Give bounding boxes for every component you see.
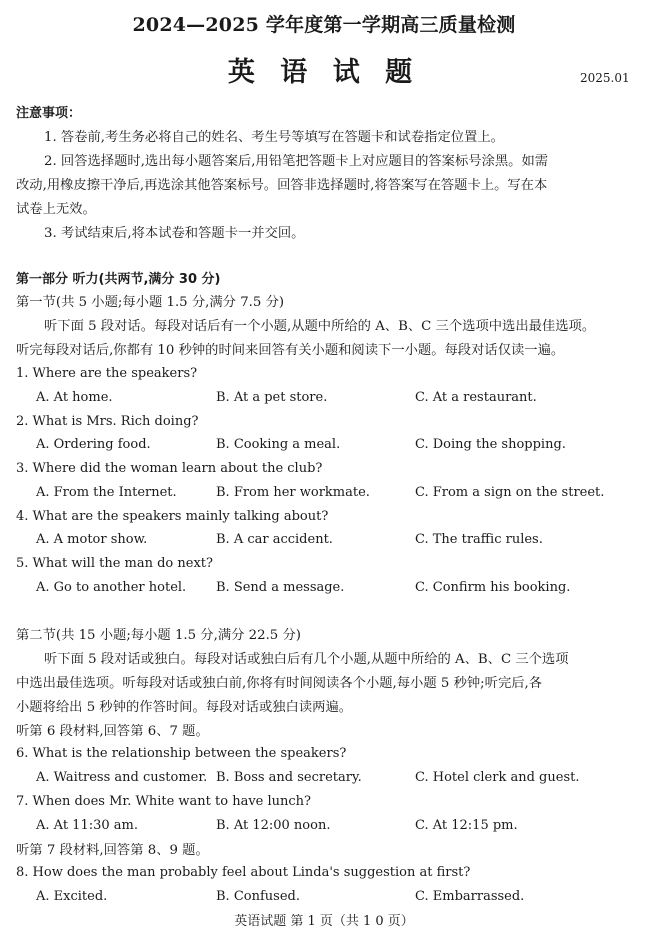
- option-c: C. The traffic rules.: [415, 532, 543, 547]
- option-b: B. From her workmate.: [216, 485, 370, 500]
- option-c: C. At a restaurant.: [415, 390, 537, 405]
- page-footer: 英语试题 第 1 页（共 1 0 页）: [234, 914, 414, 929]
- question-text: 2. What is Mrs. Rich doing?: [16, 414, 199, 429]
- question-text: 4. What are the speakers mainly talking about?: [16, 509, 329, 524]
- question-text: 7. When does Mr. White want to have lunch?: [16, 794, 312, 809]
- note-line: 1. 答卷前,考生务必将自己的姓名、考生号等填写在答题卡和试卷指定位置上。: [44, 130, 504, 145]
- option-a: A. At home.: [36, 390, 113, 405]
- part1-heading: 第一部分 听力(共两节,满分 30 分): [16, 272, 221, 287]
- note-line: 试卷上无效。: [16, 202, 96, 217]
- option-b: B. Boss and secretary.: [216, 770, 362, 785]
- option-a: A. Go to another hotel.: [36, 580, 187, 595]
- option-c: C. Embarrassed.: [415, 889, 525, 904]
- question-text: 6. What is the relationship between the speakers?: [16, 746, 347, 761]
- option-b: B. Cooking a meal.: [216, 437, 341, 452]
- option-c: C. Doing the shopping.: [415, 437, 566, 452]
- note-line: 3. 考试结束后,将本试卷和答题卡一并交回。: [44, 226, 305, 241]
- material-note: 听第 7 段材料,回答第 8、9 题。: [16, 843, 209, 858]
- option-b: B. Send a message.: [216, 580, 345, 595]
- option-a: A. From the Internet.: [36, 485, 177, 500]
- option-c: C. Hotel clerk and guest.: [415, 770, 580, 785]
- option-a: A. Waitress and customer.: [36, 770, 208, 785]
- option-b: B. Confused.: [216, 889, 300, 904]
- section1-instruction: 听完每段对话后,你都有 10 秒钟的时间来回答有关小题和阅读下一小题。每段对话仅读一遍。: [16, 343, 565, 358]
- note-line: 改动,用橡皮擦干净后,再选涂其他答案标号。回答非选择题时,将答案写在答题卡上。写在本: [16, 178, 548, 193]
- question-text: 1. Where are the speakers?: [16, 366, 198, 381]
- section1-heading: 第一节(共 5 小题;每小题 1.5 分,满分 7.5 分): [16, 295, 285, 310]
- option-a: A. Excited.: [36, 889, 108, 904]
- question-text: 5. What will the man do next?: [16, 556, 213, 571]
- section2-instruction: 小题将给出 5 秒钟的作答时间。每段对话或独白读两遍。: [16, 700, 353, 715]
- option-a: A. Ordering food.: [36, 437, 151, 452]
- section1-instruction: 听下面 5 段对话。每段对话后有一个小题,从题中所给的 A、B、C 三个选项中选出最佳选项。: [44, 319, 596, 334]
- option-c: C. At 12:15 pm.: [415, 818, 518, 833]
- option-c: C. From a sign on the street.: [415, 485, 605, 500]
- option-a: A. At 11:30 am.: [36, 818, 138, 833]
- option-b: B. At a pet store.: [216, 390, 328, 405]
- material-note: 听第 6 段材料,回答第 6、7 题。: [16, 724, 209, 739]
- option-c: C. Confirm his booking.: [415, 580, 571, 595]
- section2-heading: 第二节(共 15 小题;每小题 1.5 分,满分 22.5 分): [16, 628, 301, 643]
- note-line: 2. 回答选择题时,选出每小题答案后,用铅笔把答题卡上对应题目的答案标号涂黑。如需: [44, 154, 549, 169]
- notes-heading: 注意事项：: [16, 106, 82, 121]
- question-text: 8. How does the man probably feel about Linda's suggestion at first?: [16, 865, 471, 880]
- subject-title: 英 语 试 题: [227, 57, 421, 88]
- exam-date: 2025.01: [580, 71, 630, 85]
- option-a: A. A motor show.: [36, 532, 148, 547]
- option-b: B. At 12:00 noon.: [216, 818, 331, 833]
- question-text: 3. Where did the woman learn about the club?: [16, 461, 323, 476]
- section2-instruction: 听下面 5 段对话或独白。每段对话或独白后有几个小题,从题中所给的 A、B、C 三个选项: [44, 652, 569, 667]
- exam-title: 2024—2025 学年度第一学期高三质量检测: [132, 14, 516, 36]
- section2-instruction: 中选出最佳选项。听每段对话或独白前,你将有时间阅读各个小题,每小题 5 秒钟;听完后,各: [16, 676, 543, 691]
- option-b: B. A car accident.: [216, 532, 333, 547]
